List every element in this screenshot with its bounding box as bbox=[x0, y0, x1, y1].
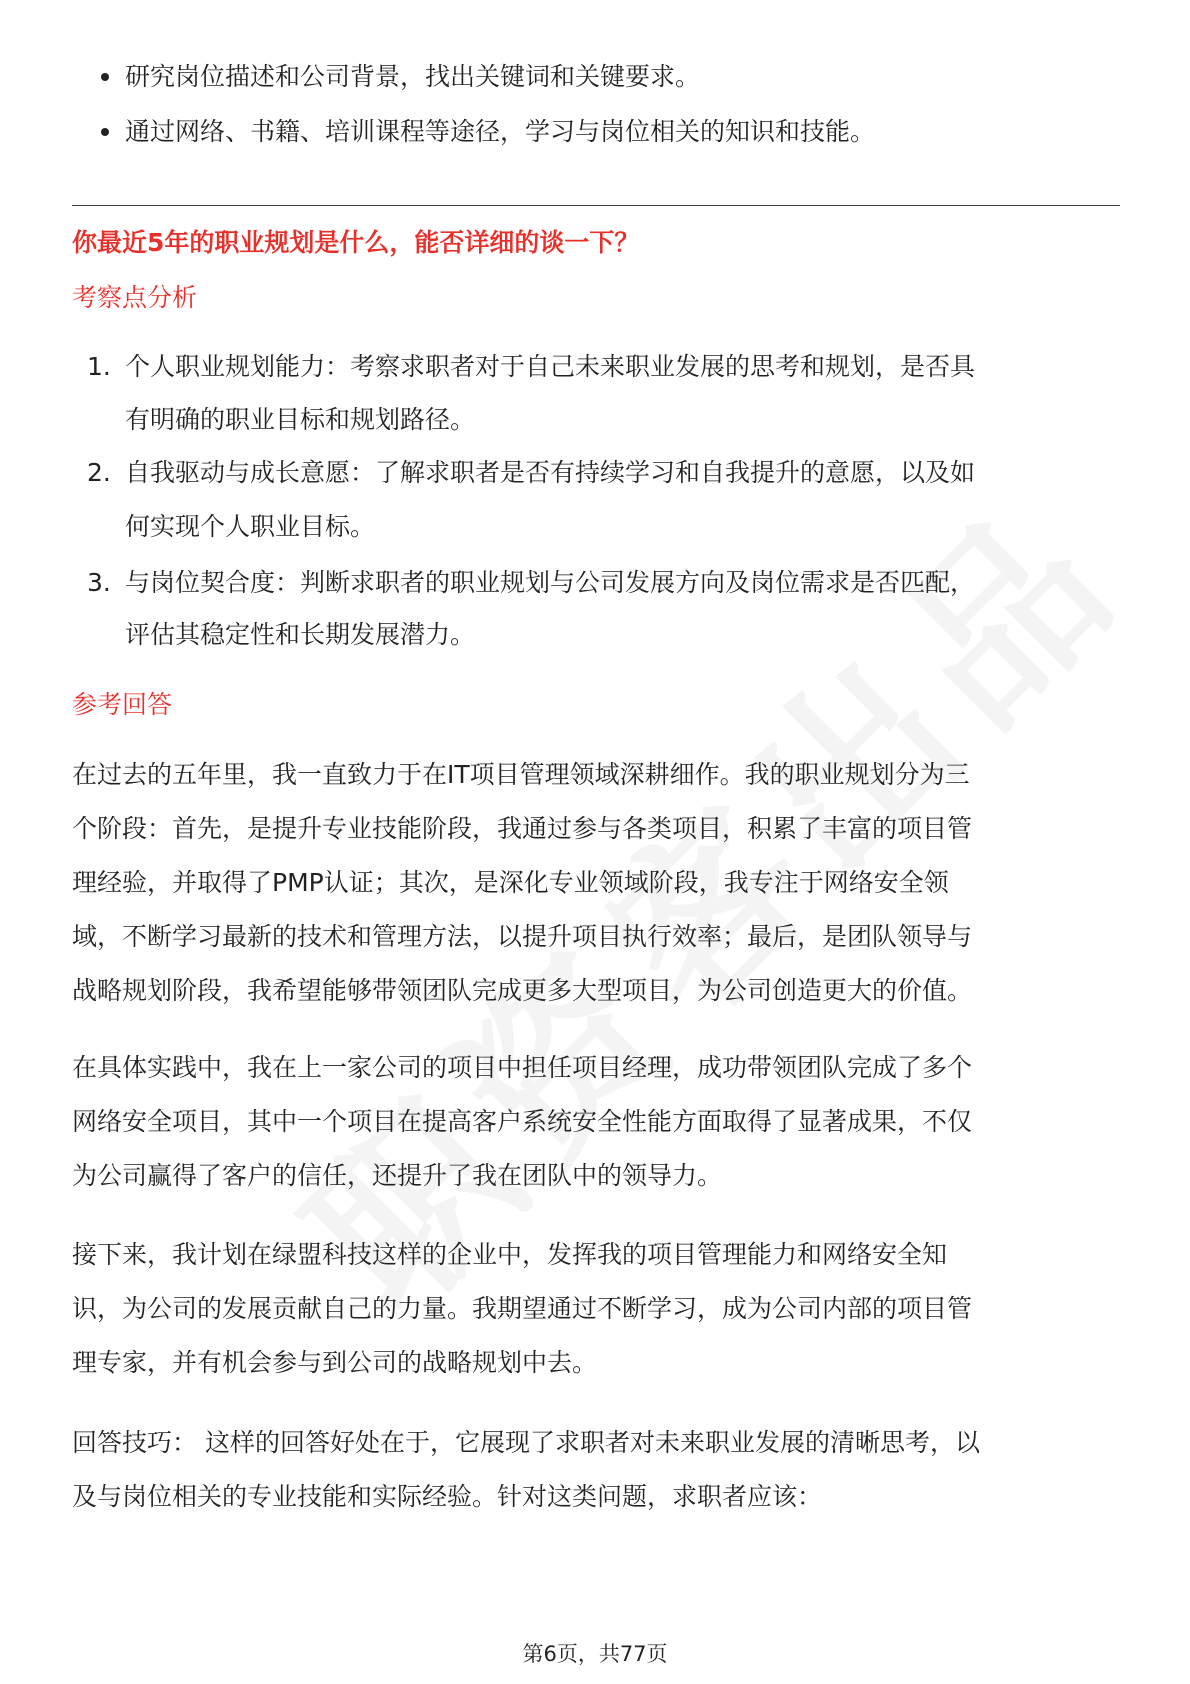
paragraph-line: 理专家，并有机会参与到公司的战略规划中去。 bbox=[72, 1348, 598, 1377]
analysis-item-line: 自我驱动与成长意愿：了解求职者是否有持续学习和自我提升的意愿，以及如 bbox=[125, 458, 976, 487]
item-number: 3. bbox=[87, 568, 111, 597]
paragraph-line: 理经验，并取得了PMP认证；其次，是深化专业领域阶段，我专注于网络安全领 bbox=[72, 868, 949, 897]
bullet-item: 研究岗位描述和公司背景，找出关键词和关键要求。 bbox=[125, 62, 701, 91]
item-number: 1. bbox=[87, 352, 111, 381]
bullet-dot bbox=[101, 128, 109, 136]
paragraph-line: 个阶段：首先，是提升专业技能阶段，我通过参与各类项目，积累了丰富的项目管 bbox=[72, 814, 973, 843]
paragraph-line: 接下来，我计划在绿盟科技这样的企业中，发挥我的项目管理能力和网络安全知 bbox=[72, 1240, 948, 1269]
paragraph-line: 在具体实践中，我在上一家公司的项目中担任项目经理，成功带领团队完成了多个 bbox=[72, 1053, 973, 1082]
paragraph-line: 及与岗位相关的专业技能和实际经验。针对这类问题，求职者应该： bbox=[72, 1482, 823, 1511]
analysis-heading: 考察点分析 bbox=[72, 283, 198, 312]
analysis-item-line: 评估其稳定性和长期发展潜力。 bbox=[125, 620, 476, 649]
bullet-dot bbox=[101, 73, 109, 81]
paragraph-line: 在过去的五年里，我一直致力于在IT项目管理领域深耕细作。我的职业规划分为三 bbox=[72, 760, 970, 789]
analysis-item-line: 何实现个人职业目标。 bbox=[125, 512, 376, 541]
paragraph-line: 识，为公司的发展贡献自己的力量。我期望通过不断学习，成为公司内部的项目管 bbox=[72, 1294, 973, 1323]
paragraph-line: 域，不断学习最新的技术和管理方法，以提升项目执行效率；最后，是团队领导与 bbox=[72, 922, 973, 951]
paragraph-line: 网络安全项目，其中一个项目在提高客户系统安全性能方面取得了显著成果，不仅 bbox=[72, 1107, 973, 1136]
analysis-item-line: 有明确的职业目标和规划路径。 bbox=[125, 405, 476, 434]
paragraph-line: 为公司赢得了客户的信任，还提升了我在团队中的领导力。 bbox=[72, 1161, 723, 1190]
bullet-item: 通过网络、书籍、培训课程等途径，学习与岗位相关的知识和技能。 bbox=[125, 117, 876, 146]
analysis-item-line: 个人职业规划能力：考察求职者对于自己未来职业发展的思考和规划，是否具 bbox=[125, 352, 976, 381]
section-divider bbox=[72, 205, 1120, 206]
page-footer: 第6页，共77页 bbox=[522, 1642, 668, 1666]
question-title: 你最近5年的职业规划是什么，能否详细的谈一下？ bbox=[72, 228, 640, 257]
paragraph-line: 战略规划阶段，我希望能够带领团队完成更多大型项目，为公司创造更大的价值。 bbox=[72, 976, 973, 1005]
analysis-item-line: 与岗位契合度：判断求职者的职业规划与公司发展方向及岗位需求是否匹配， bbox=[125, 568, 976, 597]
paragraph-line: 回答技巧： 这样的回答好处在于，它展现了求职者对未来职业发展的清晰思考，以 bbox=[72, 1428, 980, 1457]
item-number: 2. bbox=[87, 458, 111, 487]
answer-heading: 参考回答 bbox=[72, 690, 173, 719]
